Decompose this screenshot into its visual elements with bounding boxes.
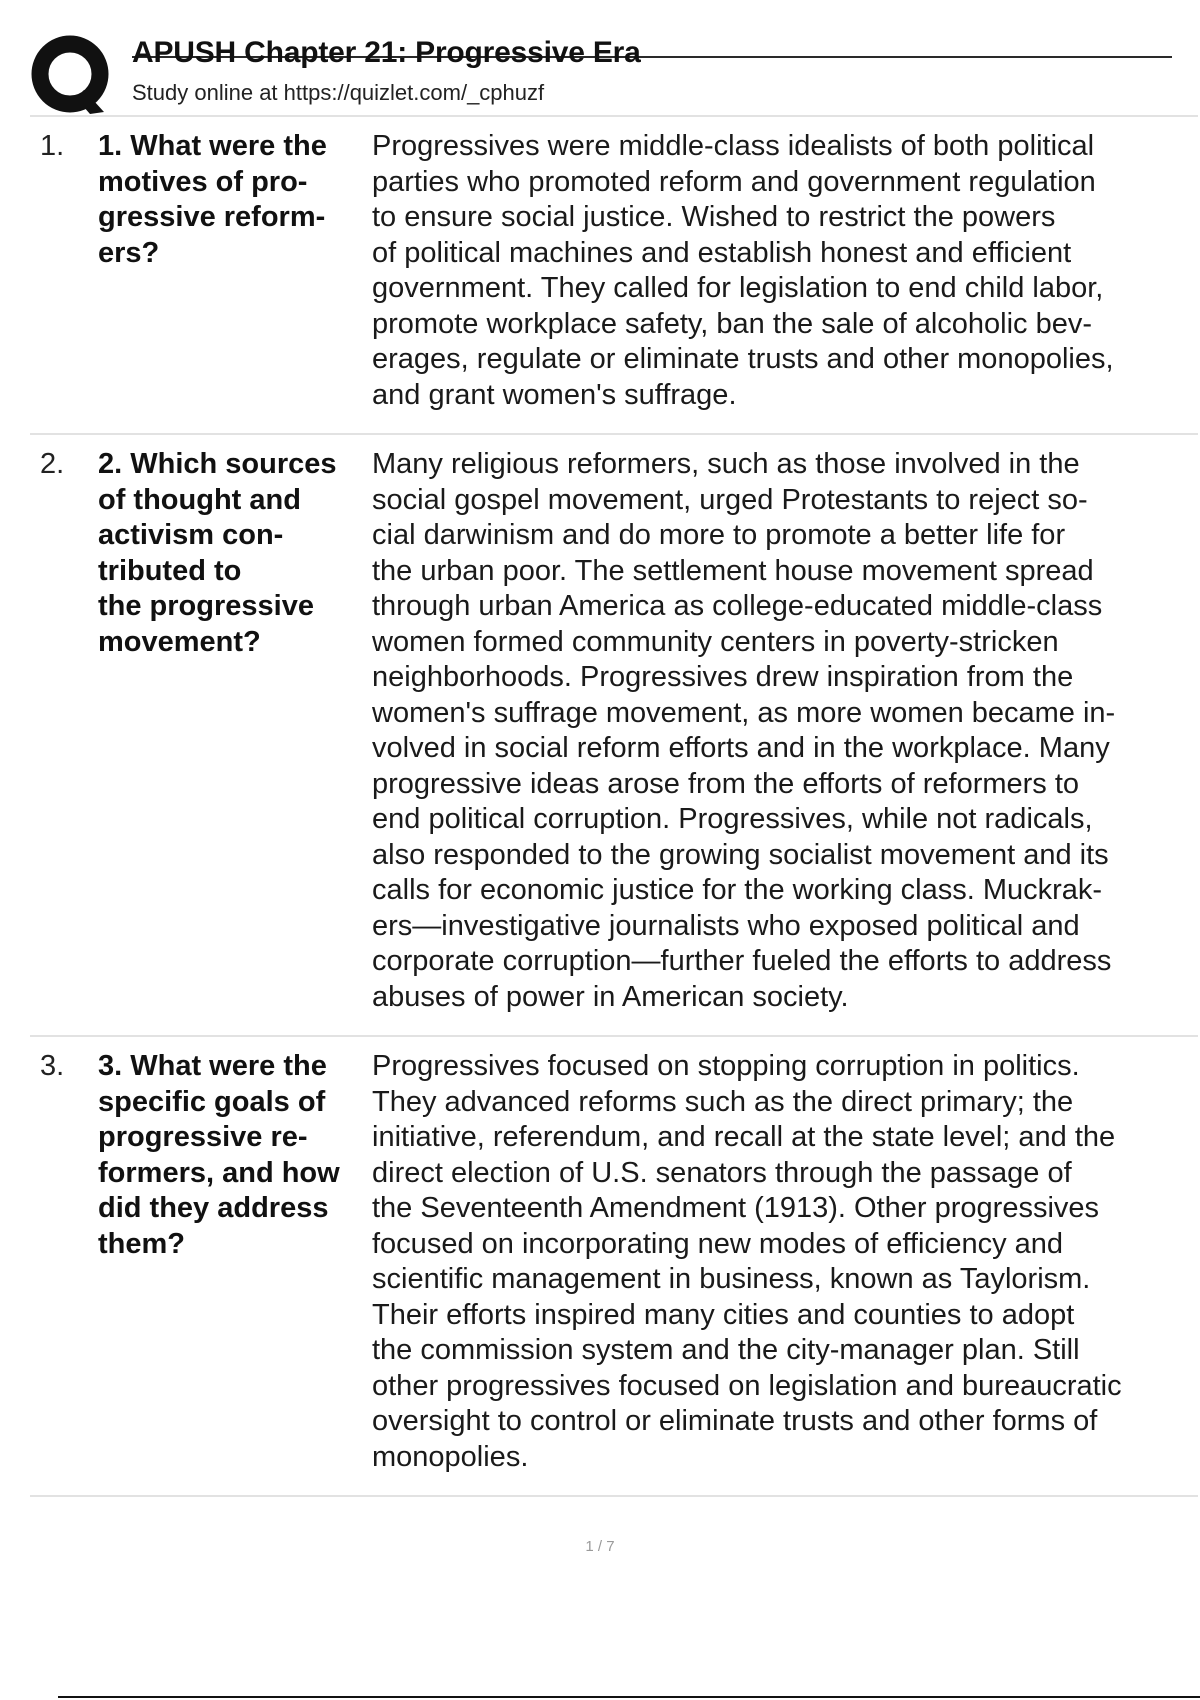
- card-number: 2.: [40, 448, 65, 480]
- card-number: 1.: [40, 130, 65, 162]
- footer-divider: [58, 1696, 1200, 1698]
- card-definition: Progressives focused on stopping corruption in politics. They advanced reforms such as the direct primary; the initiative, referendum, and recall at the state level; and the direct election of U.S. senators through the passage of the Seventeenth Amendment (1913). Other progressives focused on incorporating new modes of efficiency and scientific management in business, known as Taylorism. Their efforts inspired many cities and counties to adopt the commission system and the city-manager plan. Still other progressives focused on legislation and bureaucratic oversight to control or eliminate trusts and other forms of monopolies.: [372, 1050, 1122, 1473]
- card-number: 3.: [40, 1050, 65, 1082]
- card-definition: Many religious reformers, such as those involved in the social gospel movement, urged Protestants to reject so- cial darwinism and do more to promote a better life for the urban poor. The settlement house movement spread through urban America as college-educated middle-class women formed community centers in poverty-stricken neighborhoods. Progressives drew inspiration from the women's suffrage movement, as more women became in- volved in social reform efforts and in the workplace. Many progressive ideas arose from the efforts of reformers to end political corruption. Progressives, while not radicals, also responded to the growing socialist movement and its calls for economic justice for the working class. Muckrak- ers—investigative journalists who exposed political and corporate corruption—further fueled the efforts to address abuses of power in American society.: [372, 448, 1116, 1013]
- card-term: 2. Which sources of thought and activism con- tributed to the progressive movement?: [98, 448, 337, 658]
- card-term: 1. What were the motives of pro- gressive reform- ers?: [98, 130, 327, 269]
- flashcard-list: [30, 115, 1198, 1497]
- quizlet-logo-icon: [30, 34, 112, 116]
- flashcard-row: [30, 115, 1198, 433]
- card-definition: Progressives were middle-class idealists of both political parties who promoted reform and government regulation to ensure social justice. Wished to restrict the powers of political machines and establish honest and efficient government. They called for legislation to end child labor, promote workplace safety, ban the sale of alcoholic bev- erages, regulate or eliminate trusts and other monopolies, and grant women's suffrage.: [372, 130, 1114, 411]
- document-title: APUSH Chapter 21: Progressive Era: [132, 36, 641, 69]
- study-online-link[interactable]: Study online at https://quizlet.com/_cphuzf: [132, 80, 545, 105]
- page-number: 1 / 7: [585, 1538, 615, 1555]
- flashcard-row: [30, 433, 1198, 1035]
- flashcard-row: [30, 1035, 1198, 1497]
- page-header: [30, 28, 1170, 118]
- card-term: 3. What were the specific goals of progressive re- formers, and how did they address them?: [98, 1050, 340, 1260]
